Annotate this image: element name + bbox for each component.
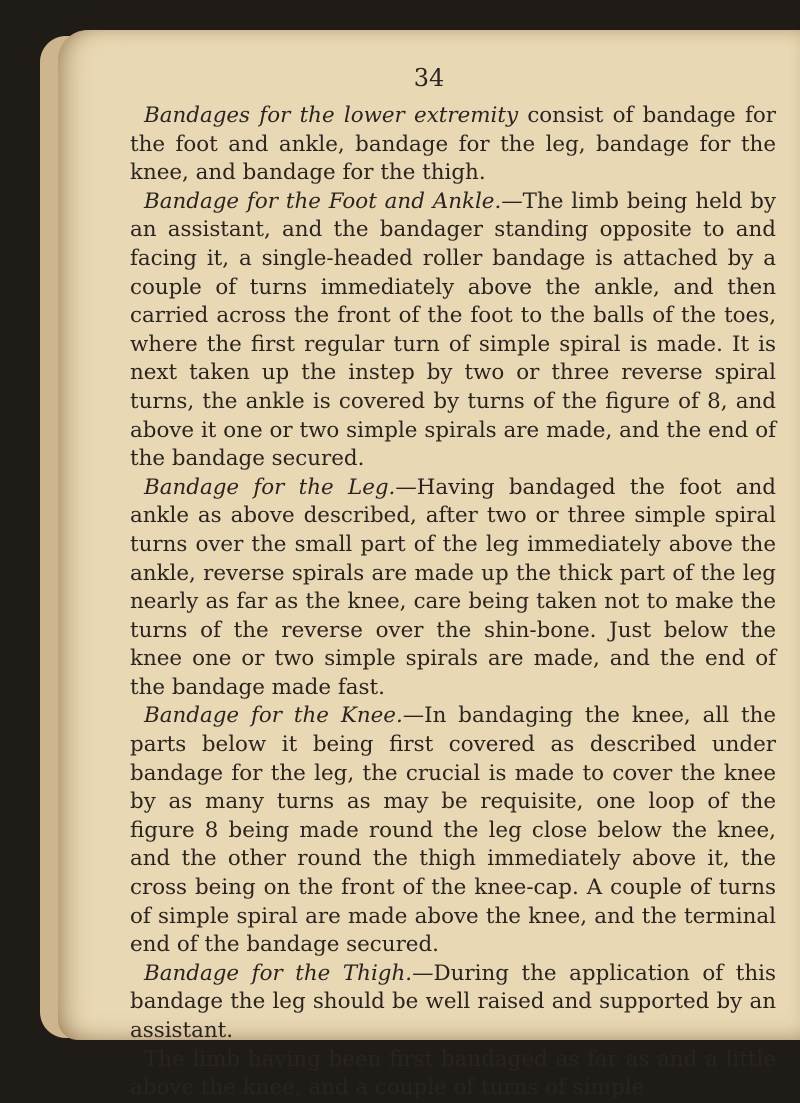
paragraph-thigh (130, 960, 776, 1046)
paragraph-limb-continued (130, 1046, 776, 1103)
paragraph-text: The limb having been first bandaged as far as and a little above the knee, and a couple of turns of simple (130, 1046, 776, 1101)
paragraph-leg (130, 474, 776, 703)
paragraph-text: —The limb being held by an assistant, and the bandager standing opposite to and facing it, a single-headed roller bandage is attached by a couple of turns immediately above the ankle, and then carried across the front of the foot to the balls of the toes, where the first regular turn of simple spiral is made. It is next taken up the instep by two or three reverse spiral turns, the ankle is covered by turns of the figure of 8, and above it one or two simple spirals are made, and the end of the bandage secured. (130, 188, 776, 472)
paragraph-heading: Bandage for the Foot and Ankle. (144, 188, 502, 214)
paragraph-knee (130, 702, 776, 959)
paragraph-text: —In bandaging the knee, all the parts below it being first covered as described under bandage for the leg, the crucial is made to cover the knee by as many turns as may be requisite, one loop of the figure 8 being made round the leg close below the knee, and the other round the thigh immediately above it, the cross being on the front of the knee-cap. A couple of turns of simple spiral are made above the knee, and the terminal end of the bandage secured. (130, 703, 777, 958)
page-number: 34 (413, 64, 445, 92)
paragraph-heading: Bandages for the lower extremity (144, 103, 519, 128)
paragraph-foot-and-ankle (130, 188, 776, 474)
page-sheet (58, 30, 800, 1101)
paragraph-heading: Bandage for the Thigh. (144, 960, 413, 986)
page-body (130, 102, 776, 1103)
paragraph-text: —Having bandaged the foot and ankle as above described, after two or three simple spiral turns over the small part of the leg immediately above the ankle, reverse spirals are made up the thick part of the leg nearly as far as the knee, care being taken not to make the turns of the reverse over the shin-bone. Just below the knee one or two simple spirals are made, and the end of the bandage made fast. (130, 474, 776, 700)
paragraph-heading: Bandage for the Leg. (144, 474, 396, 500)
paragraph-text: —During the application of this bandage the leg should be well raised and supported by an assistant. (130, 960, 776, 1043)
paragraph-text: consist of bandage for the foot and ankle, bandage for the leg, bandage for the knee, and bandage for the thigh. (130, 103, 776, 186)
paragraph-heading: Bandage for the Knee. (144, 703, 403, 729)
paragraph-lower-extremity (130, 102, 776, 188)
